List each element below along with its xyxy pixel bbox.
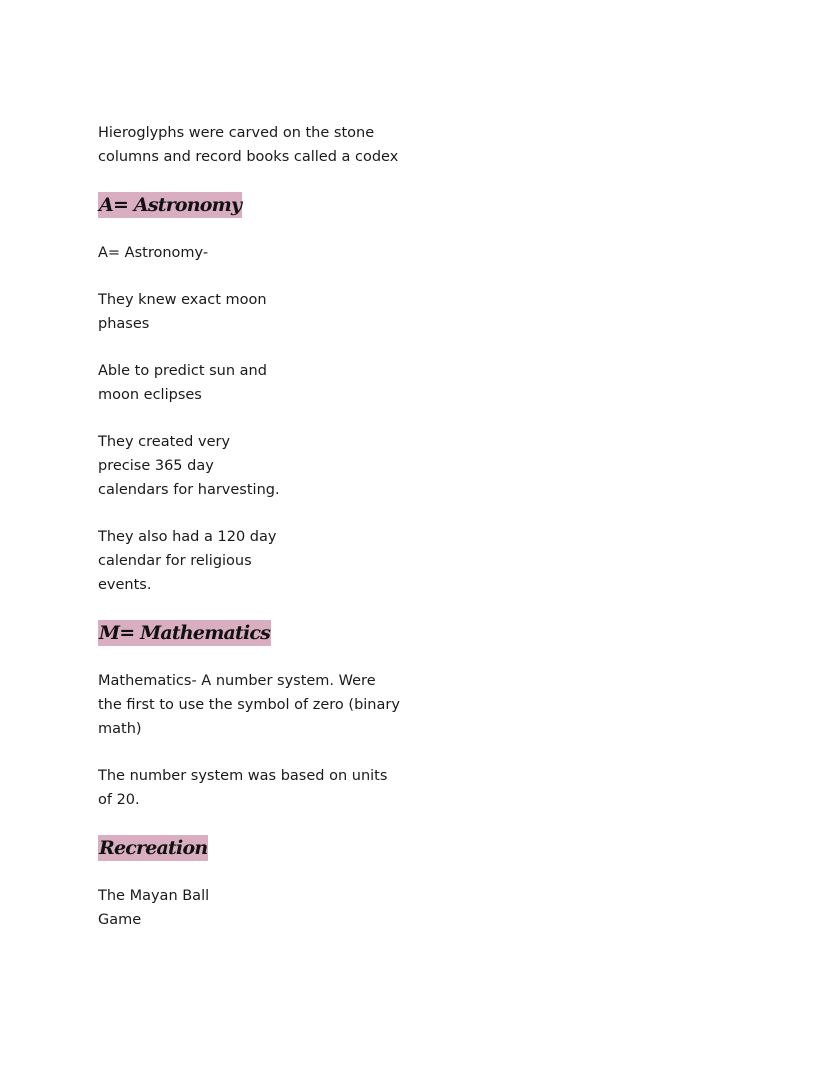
document-body (98, 121, 428, 955)
paragraph: Able to predict sun and moon eclipses (98, 363, 267, 403)
paragraph: They created very precise 365 day calendars for harvesting. (98, 434, 280, 498)
section-heading-astronomy: A= Astronomy (99, 194, 242, 216)
section-astronomy (98, 192, 428, 218)
section-recreation (98, 835, 428, 861)
paragraph: The Mayan Ball Game (98, 888, 210, 928)
paragraph: They also had a 120 day calendar for religious events. (98, 529, 277, 593)
paragraph: A= Astronomy- (98, 245, 209, 261)
section-mathematics (98, 620, 428, 646)
intro-paragraph: Hieroglyphs were carved on the stone columns and record books called a codex (98, 125, 399, 165)
section-heading-recreation: Recreation (99, 837, 208, 859)
section-heading-mathematics: M= Mathematics (99, 622, 271, 644)
paragraph: Mathematics- A number system. Were the first to use the symbol of zero (binary math) (98, 673, 400, 737)
paragraph: They knew exact moon phases (98, 292, 267, 332)
paragraph: The number system was based on units of 20. (98, 768, 388, 808)
